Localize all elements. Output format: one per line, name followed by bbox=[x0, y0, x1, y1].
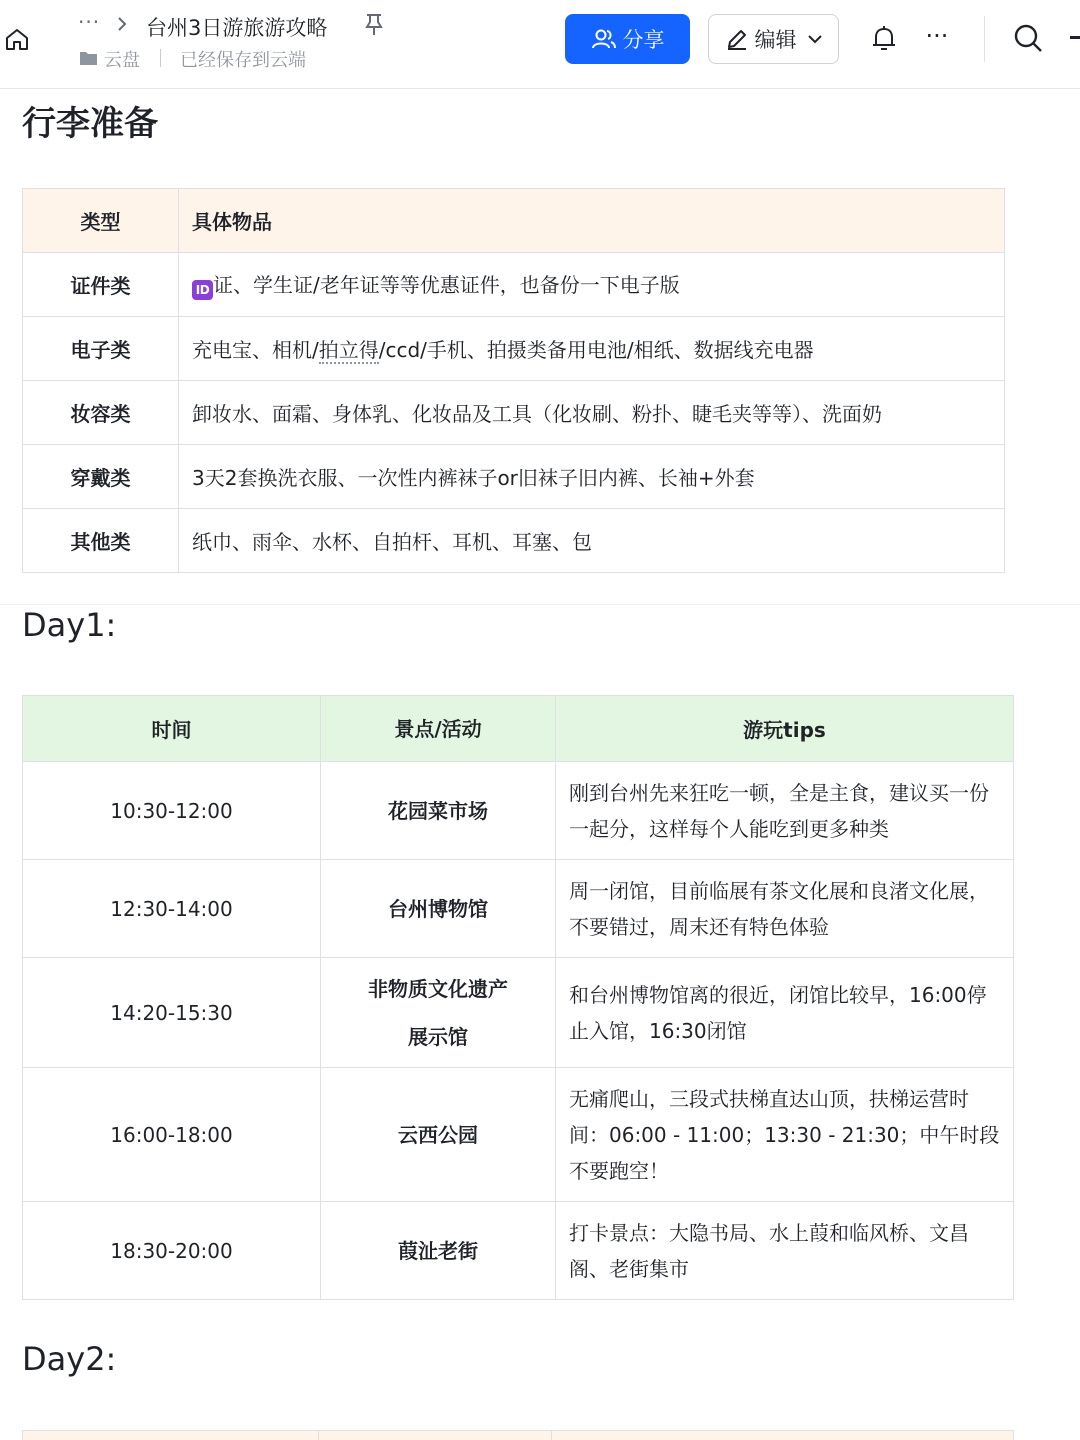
day1-itinerary-table bbox=[22, 695, 1014, 1300]
category-cell: 电子类 bbox=[23, 317, 179, 381]
spot-cell: 台州博物馆 bbox=[321, 860, 556, 958]
search-icon[interactable] bbox=[1012, 22, 1044, 54]
share-label: 分享 bbox=[622, 28, 665, 52]
column-header: 类型 bbox=[23, 189, 179, 253]
location-link[interactable]: 云盘 bbox=[104, 50, 140, 71]
items-cell[interactable]: 卸妆水、面霜、身体乳、化妆品及工具（化妆刷、粉扑、睫毛夹等等）、洗面奶 bbox=[179, 381, 1005, 445]
breadcrumb-more[interactable]: ··· bbox=[78, 10, 101, 34]
items-cell[interactable]: 纸巾、雨伞、水杯、自拍杆、耳机、耳塞、包 bbox=[179, 509, 1005, 573]
bell-icon[interactable] bbox=[870, 24, 898, 54]
time-cell: 14:20-15:30 bbox=[23, 958, 321, 1068]
tips-cell[interactable]: 和台州博物馆离的很近，闭馆比较早，16:00停止入馆，16:30闭馆 bbox=[556, 958, 1014, 1068]
top-toolbar bbox=[0, 0, 1080, 89]
section-heading-packing: 行李准备 bbox=[22, 104, 158, 144]
more-options-icon[interactable]: ··· bbox=[925, 22, 949, 50]
pin-icon[interactable] bbox=[362, 12, 386, 38]
tips-cell[interactable]: 打卡景点：大隐书局、水上葭和临风桥、文昌阁、老街集市 bbox=[556, 1202, 1014, 1300]
packing-table bbox=[22, 188, 1005, 573]
spot-cell: 葭沚老街 bbox=[321, 1202, 556, 1300]
column-header: 游玩tips bbox=[556, 696, 1014, 762]
table-row bbox=[23, 1202, 1014, 1300]
table-row bbox=[23, 958, 1014, 1068]
tips-cell[interactable]: 周一闭馆，目前临展有茶文化展和良渚文化展，不要错过，周末还有特色体验 bbox=[556, 860, 1014, 958]
table-row bbox=[23, 317, 1005, 381]
edit-button[interactable] bbox=[708, 14, 839, 64]
time-cell: 16:00-18:00 bbox=[23, 1068, 321, 1202]
users-icon bbox=[591, 27, 617, 51]
table-row bbox=[23, 509, 1005, 573]
pen-icon bbox=[725, 27, 749, 51]
table-row bbox=[23, 762, 1014, 860]
column-header: 具体物品 bbox=[179, 189, 1005, 253]
time-cell: 10:30-12:00 bbox=[23, 762, 321, 860]
section-heading-day2: Day2: bbox=[22, 1340, 117, 1378]
chevron-right-icon bbox=[114, 14, 130, 34]
items-text: 证、学生证/老年证等等优惠证件，也备份一下电子版 bbox=[213, 273, 680, 297]
id-emoji-icon: ID bbox=[192, 280, 213, 300]
table-header-row bbox=[23, 696, 1014, 762]
items-text: /ccd/手机、拍摄类备用电池/相纸、数据线充电器 bbox=[378, 338, 814, 362]
section-heading-day1: Day1: bbox=[22, 606, 117, 644]
time-cell: 12:30-14:00 bbox=[23, 860, 321, 958]
chevron-down-icon bbox=[807, 33, 823, 45]
spot-cell bbox=[321, 958, 556, 1068]
category-cell: 妆容类 bbox=[23, 381, 179, 445]
table-row bbox=[23, 445, 1005, 509]
tips-cell[interactable]: 刚到台州先来狂吃一顿，全是主食，建议买一份一起分，这样每个人能吃到更多种类 bbox=[556, 762, 1014, 860]
table-header-row bbox=[23, 189, 1005, 253]
save-status: 已经保存到云端 bbox=[180, 50, 306, 71]
share-button[interactable] bbox=[565, 14, 690, 64]
category-cell: 穿戴类 bbox=[23, 445, 179, 509]
divider bbox=[551, 1430, 552, 1440]
spot-cell: 花园菜市场 bbox=[321, 762, 556, 860]
table-row bbox=[23, 1068, 1014, 1202]
doc-title[interactable]: 台州3日游旅游攻略 bbox=[146, 16, 328, 40]
table-row bbox=[23, 860, 1014, 958]
tips-cell[interactable]: 无痛爬山，三段式扶梯直达山顶，扶梯运营时间：06:00 - 11:00；13:30 - 21:30；中午时段不要跑空！ bbox=[556, 1068, 1014, 1202]
category-cell: 证件类 bbox=[23, 253, 179, 317]
column-header: 景点/活动 bbox=[321, 696, 556, 762]
divider bbox=[0, 604, 1080, 605]
spot-cell: 云西公园 bbox=[321, 1068, 556, 1202]
folder-icon bbox=[80, 51, 97, 65]
time-cell: 18:30-20:00 bbox=[23, 1202, 321, 1300]
spot-name-line: 非物质文化遗产 bbox=[368, 976, 508, 1001]
items-cell[interactable] bbox=[179, 317, 1005, 381]
table-row bbox=[23, 381, 1005, 445]
annotated-term[interactable]: 拍立得 bbox=[318, 338, 379, 362]
spot-name-line: 展示馆 bbox=[408, 1024, 468, 1049]
items-text: 充电宝、相机/ bbox=[192, 338, 319, 362]
table-row bbox=[23, 253, 1005, 317]
divider bbox=[984, 16, 985, 62]
home-icon[interactable] bbox=[4, 26, 30, 52]
minus-icon[interactable] bbox=[1070, 36, 1080, 39]
items-cell[interactable] bbox=[179, 253, 1005, 317]
edit-label: 编辑 bbox=[754, 28, 797, 52]
category-cell: 其他类 bbox=[23, 509, 179, 573]
day2-table-header bbox=[22, 1430, 1014, 1440]
items-cell[interactable]: 3天2套换洗衣服、一次性内裤袜子or旧袜子旧内裤、长袖+外套 bbox=[179, 445, 1005, 509]
divider bbox=[318, 1430, 319, 1440]
column-header: 时间 bbox=[23, 696, 321, 762]
divider bbox=[160, 49, 161, 67]
